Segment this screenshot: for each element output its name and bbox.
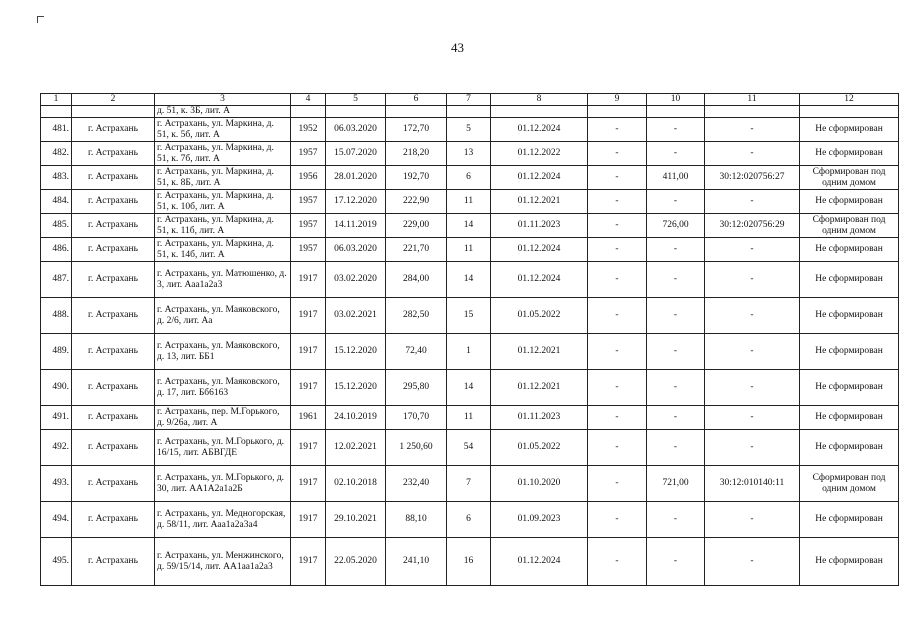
- row-cadastral: -: [705, 538, 800, 586]
- row-status: Не сформирован: [800, 406, 899, 430]
- row-area: 192,70: [386, 166, 447, 190]
- row-status: Не сформирован: [800, 262, 899, 298]
- row-count: 14: [447, 214, 491, 238]
- row-cadastral: -: [705, 262, 800, 298]
- row-year: 1957: [291, 238, 326, 262]
- row-count: 14: [447, 262, 491, 298]
- row-year: 1917: [291, 298, 326, 334]
- row-col9: -: [588, 118, 647, 142]
- scan-corner-mark: [37, 16, 44, 23]
- row-city: г. Астрахань: [72, 214, 155, 238]
- row-year: 1917: [291, 334, 326, 370]
- table-row: [41, 538, 899, 586]
- row-year: 1917: [291, 262, 326, 298]
- row-address: г. Астрахань, ул. Маркина, д. 51, к. 7б, лит. А: [155, 142, 291, 166]
- row-year: 1917: [291, 370, 326, 406]
- row-year: 1917: [291, 502, 326, 538]
- table-row: [41, 190, 899, 214]
- row-address: г. Астрахань, ул. Маркина, д. 51, к. 11б, лит. А: [155, 214, 291, 238]
- row-address: г. Астрахань, ул. Менжинского, д. 59/15/14, лит. АА1аа1а2а3: [155, 538, 291, 586]
- row-cadastral: 30:12:010140:11: [705, 466, 800, 502]
- row-address: г. Астрахань, ул. Маяковского, д. 17, лит. Бб6163: [155, 370, 291, 406]
- column-header-5: 5: [326, 94, 386, 106]
- row-count: 7: [447, 466, 491, 502]
- table-row: [41, 118, 899, 142]
- row-col10: -: [647, 298, 705, 334]
- table-row: [41, 502, 899, 538]
- table-row: [41, 430, 899, 466]
- row-col9: -: [588, 238, 647, 262]
- row-year: 1956: [291, 166, 326, 190]
- row-date: 12.02.2021: [326, 430, 386, 466]
- row-date: 15.12.2020: [326, 334, 386, 370]
- row-count: 1: [447, 334, 491, 370]
- row-cadastral: -: [705, 406, 800, 430]
- row-city: г. Астрахань: [72, 166, 155, 190]
- row-col10: 411,00: [647, 166, 705, 190]
- row-number: 490.: [41, 370, 72, 406]
- row-deadline: 01.12.2024: [491, 118, 588, 142]
- row-col10: -: [647, 238, 705, 262]
- table-row: [41, 142, 899, 166]
- row-area: 72,40: [386, 334, 447, 370]
- row-number: 492.: [41, 430, 72, 466]
- row-status: Не сформирован: [800, 238, 899, 262]
- row-col9: -: [588, 430, 647, 466]
- row-status: Не сформирован: [800, 502, 899, 538]
- row-col10: 726,00: [647, 214, 705, 238]
- row-status: Сформирован под одним домом: [800, 466, 899, 502]
- row-deadline: 01.12.2024: [491, 262, 588, 298]
- row-date: 28.01.2020: [326, 166, 386, 190]
- row-city: г. Астрахань: [72, 142, 155, 166]
- row-number: 481.: [41, 118, 72, 142]
- table-body: [41, 94, 899, 586]
- row-count: 6: [447, 502, 491, 538]
- row-cadastral: 30:12:020756:29: [705, 214, 800, 238]
- row-cadastral: -: [705, 370, 800, 406]
- page-number: 43: [451, 40, 464, 55]
- row-city: г. Астрахань: [72, 238, 155, 262]
- row-col10: -: [647, 334, 705, 370]
- row-city: г. Астрахань: [72, 118, 155, 142]
- row-date: 17.12.2020: [326, 190, 386, 214]
- row-date: 24.10.2019: [326, 406, 386, 430]
- row-number: 485.: [41, 214, 72, 238]
- row-col9: -: [588, 214, 647, 238]
- row-area: 229,00: [386, 214, 447, 238]
- column-header-1: 1: [41, 94, 72, 106]
- column-header-10: 10: [647, 94, 705, 106]
- row-status: Не сформирован: [800, 334, 899, 370]
- table-row: [41, 214, 899, 238]
- table-row: [41, 406, 899, 430]
- row-area: 1 250,60: [386, 430, 447, 466]
- row-col10: -: [647, 430, 705, 466]
- row-cadastral: 30:12:020756:27: [705, 166, 800, 190]
- row-number: 491.: [41, 406, 72, 430]
- table-row: [41, 262, 899, 298]
- row-city: г. Астрахань: [72, 406, 155, 430]
- row-city: г. Астрахань: [72, 190, 155, 214]
- row-status: Не сформирован: [800, 190, 899, 214]
- row-cadastral: -: [705, 190, 800, 214]
- row-year: 1957: [291, 190, 326, 214]
- row-number: 488.: [41, 298, 72, 334]
- row-count: 5: [447, 118, 491, 142]
- row-deadline: 01.12.2024: [491, 238, 588, 262]
- row-address: г. Астрахань, ул. Маяковского, д. 2/6, лит. Аа: [155, 298, 291, 334]
- row-date: 03.02.2020: [326, 262, 386, 298]
- table-row: [41, 238, 899, 262]
- row-city: г. Астрахань: [72, 502, 155, 538]
- row-col9: -: [588, 334, 647, 370]
- table-row: [41, 298, 899, 334]
- table-row: [41, 334, 899, 370]
- row-col9: -: [588, 262, 647, 298]
- row-status: Сформирован под одним домом: [800, 214, 899, 238]
- row-col9: -: [588, 406, 647, 430]
- row-status: Не сформирован: [800, 430, 899, 466]
- row-deadline: 01.12.2022: [491, 142, 588, 166]
- row-col10: 721,00: [647, 466, 705, 502]
- row-year: 1952: [291, 118, 326, 142]
- column-header-12: 12: [800, 94, 899, 106]
- row-col9: -: [588, 538, 647, 586]
- row-address: г. Астрахань, ул. Маркина, д. 51, к. 5б, лит. А: [155, 118, 291, 142]
- row-cadastral: -: [705, 502, 800, 538]
- column-header-7: 7: [447, 94, 491, 106]
- row-area: 241,10: [386, 538, 447, 586]
- column-header-3: 3: [155, 94, 291, 106]
- row-col10: -: [647, 502, 705, 538]
- row-number: 484.: [41, 190, 72, 214]
- row-col10: -: [647, 142, 705, 166]
- row-col10: -: [647, 370, 705, 406]
- row-number: 493.: [41, 466, 72, 502]
- row-date: 03.02.2021: [326, 298, 386, 334]
- row-status: Сформирован под одним домом: [800, 166, 899, 190]
- row-address: г. Астрахань, пер. М.Горького, д. 9/26а, лит. А: [155, 406, 291, 430]
- row-address: г. Астрахань, ул. Медногорская, д. 58/11, лит. Ааа1а2а3а4: [155, 502, 291, 538]
- row-status: Не сформирован: [800, 370, 899, 406]
- row-year: 1957: [291, 214, 326, 238]
- row-col9: -: [588, 190, 647, 214]
- row-city: г. Астрахань: [72, 430, 155, 466]
- row-number: 494.: [41, 502, 72, 538]
- row-cadastral: -: [705, 430, 800, 466]
- row-area: 295,80: [386, 370, 447, 406]
- row-address: г. Астрахань, ул. Маяковского, д. 13, лит. ББ1: [155, 334, 291, 370]
- row-status: Не сформирован: [800, 538, 899, 586]
- row-deadline: 01.09.2023: [491, 502, 588, 538]
- row-area: 88,10: [386, 502, 447, 538]
- row-area: 218,20: [386, 142, 447, 166]
- row-cadastral: -: [705, 142, 800, 166]
- row-cadastral: -: [705, 118, 800, 142]
- row-col10: -: [647, 118, 705, 142]
- housing-register-table: [40, 93, 899, 586]
- row-area: 221,70: [386, 238, 447, 262]
- row-col9: -: [588, 298, 647, 334]
- row-col9: -: [588, 466, 647, 502]
- row-address: г. Астрахань, ул. Маркина, д. 51, к. 8Б, лит. А: [155, 166, 291, 190]
- table-row: [41, 466, 899, 502]
- row-col10: -: [647, 406, 705, 430]
- row-year: 1917: [291, 538, 326, 586]
- row-count: 13: [447, 142, 491, 166]
- row-col9: -: [588, 370, 647, 406]
- column-header-2: 2: [72, 94, 155, 106]
- column-header-9: 9: [588, 94, 647, 106]
- column-header-8: 8: [491, 94, 588, 106]
- column-header-11: 11: [705, 94, 800, 106]
- row-date: 14.11.2019: [326, 214, 386, 238]
- column-number-header-row: [41, 94, 899, 106]
- row-area: 282,50: [386, 298, 447, 334]
- row-deadline: 01.05.2022: [491, 430, 588, 466]
- row-deadline: 01.12.2021: [491, 370, 588, 406]
- row-deadline: 01.12.2024: [491, 538, 588, 586]
- row-status: Не сформирован: [800, 298, 899, 334]
- row-date: 06.03.2020: [326, 238, 386, 262]
- row-area: 232,40: [386, 466, 447, 502]
- row-date: 15.12.2020: [326, 370, 386, 406]
- row-deadline: 01.12.2021: [491, 190, 588, 214]
- row-col10: -: [647, 262, 705, 298]
- row-year: 1917: [291, 430, 326, 466]
- row-area: 172,70: [386, 118, 447, 142]
- row-count: 11: [447, 190, 491, 214]
- row-city: г. Астрахань: [72, 298, 155, 334]
- row-number: 482.: [41, 142, 72, 166]
- row-area: 170,70: [386, 406, 447, 430]
- row-year: 1961: [291, 406, 326, 430]
- row-col9: -: [588, 142, 647, 166]
- row-count: 14: [447, 370, 491, 406]
- column-header-4: 4: [291, 94, 326, 106]
- row-number: 489.: [41, 334, 72, 370]
- column-header-6: 6: [386, 94, 447, 106]
- row-deadline: 01.11.2023: [491, 214, 588, 238]
- row-count: 6: [447, 166, 491, 190]
- row-count: 15: [447, 298, 491, 334]
- row-address: г. Астрахань, ул. Маркина, д. 51, к. 10б, лит. А: [155, 190, 291, 214]
- row-year: 1957: [291, 142, 326, 166]
- row-number: 483.: [41, 166, 72, 190]
- continuation-address: д. 51, к. 3Б, лит. А: [155, 106, 291, 118]
- row-count: 11: [447, 406, 491, 430]
- row-address: г. Астрахань, ул. Маркина, д. 51, к. 14б, лит. А: [155, 238, 291, 262]
- row-status: Не сформирован: [800, 142, 899, 166]
- row-count: 11: [447, 238, 491, 262]
- table-row: [41, 370, 899, 406]
- row-col9: -: [588, 166, 647, 190]
- continuation-row: [41, 106, 899, 118]
- row-city: г. Астрахань: [72, 262, 155, 298]
- row-status: Не сформирован: [800, 118, 899, 142]
- row-deadline: 01.10.2020: [491, 466, 588, 502]
- row-col10: -: [647, 538, 705, 586]
- row-city: г. Астрахань: [72, 334, 155, 370]
- row-address: г. Астрахань, ул. М.Горького, д. 30, лит. АА1А2а1а2Б: [155, 466, 291, 502]
- table-row: [41, 166, 899, 190]
- row-address: г. Астрахань, ул. Матюшенко, д. 3, лит. Ааа1а2а3: [155, 262, 291, 298]
- row-date: 15.07.2020: [326, 142, 386, 166]
- row-cadastral: -: [705, 238, 800, 262]
- row-date: 02.10.2018: [326, 466, 386, 502]
- row-col9: -: [588, 502, 647, 538]
- row-cadastral: -: [705, 298, 800, 334]
- row-date: 22.05.2020: [326, 538, 386, 586]
- row-date: 06.03.2020: [326, 118, 386, 142]
- row-count: 54: [447, 430, 491, 466]
- row-deadline: 01.12.2021: [491, 334, 588, 370]
- row-area: 222,90: [386, 190, 447, 214]
- row-city: г. Астрахань: [72, 466, 155, 502]
- row-date: 29.10.2021: [326, 502, 386, 538]
- row-area: 284,00: [386, 262, 447, 298]
- row-col10: -: [647, 190, 705, 214]
- row-cadastral: -: [705, 334, 800, 370]
- row-deadline: 01.05.2022: [491, 298, 588, 334]
- row-deadline: 01.11.2023: [491, 406, 588, 430]
- row-count: 16: [447, 538, 491, 586]
- row-city: г. Астрахань: [72, 538, 155, 586]
- row-city: г. Астрахань: [72, 370, 155, 406]
- row-address: г. Астрахань, ул. М.Горького, д. 16/15, лит. АБВГДЕ: [155, 430, 291, 466]
- row-number: 487.: [41, 262, 72, 298]
- row-deadline: 01.12.2024: [491, 166, 588, 190]
- row-number: 486.: [41, 238, 72, 262]
- row-number: 495.: [41, 538, 72, 586]
- row-year: 1917: [291, 466, 326, 502]
